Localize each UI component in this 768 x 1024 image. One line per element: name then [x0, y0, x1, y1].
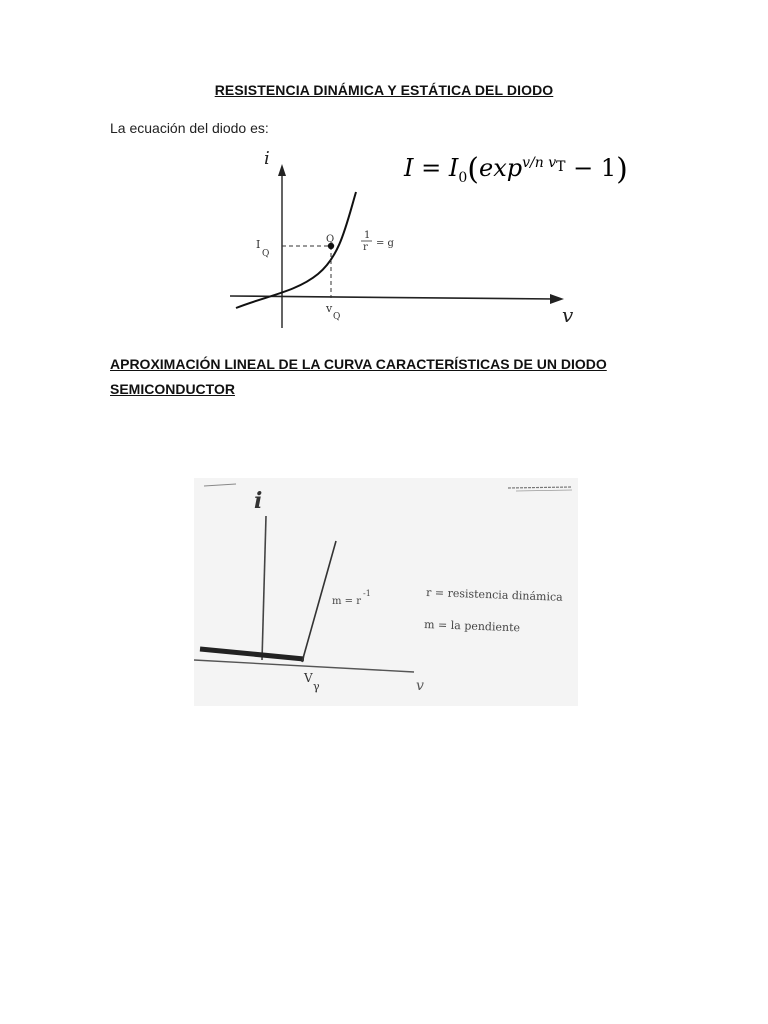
x-axis-label: v	[416, 678, 424, 694]
vy-sub: γ	[313, 680, 320, 693]
eq-coef: I	[448, 154, 459, 182]
section-title: APROXIMACIÓN LINEAL DE LA CURVA CARACTERÍSTICAS DE UN DIODO SEMICONDUCTOR	[110, 356, 607, 397]
slope-equals-g: = g	[376, 238, 394, 249]
eq-exponent-sub: T	[556, 158, 566, 175]
vy-label: V	[304, 671, 313, 685]
eq-func: exp	[479, 154, 523, 182]
intro-text: La ecuación del diodo es:	[110, 120, 269, 136]
eq-minus-one: − 1	[573, 154, 617, 182]
vq-label: v	[326, 302, 333, 315]
diode-equation	[404, 152, 628, 187]
eq-lhs: I	[404, 154, 414, 182]
eq-close-paren: )	[616, 152, 628, 187]
vq-sub: Q	[333, 312, 341, 322]
x-axis	[230, 296, 556, 299]
q-label: Q	[326, 234, 335, 245]
y-axis-label: i	[264, 148, 270, 169]
x-axis-label: v	[562, 303, 574, 327]
y-axis-arrow	[278, 164, 286, 176]
y-axis-label: i	[254, 488, 263, 514]
slope-denominator: r	[363, 242, 368, 253]
slope-label: m = r	[332, 596, 361, 607]
page-title: RESISTENCIA DINÁMICA Y ESTÁTICA DEL DIODO	[214, 82, 554, 98]
eq-coef-sub: 0	[458, 169, 468, 186]
legend-m: m = la pendiente	[423, 618, 521, 635]
linear-approximation-figure	[194, 478, 578, 706]
eq-open-paren: (	[467, 152, 479, 187]
eq-equals: =	[421, 154, 442, 182]
legend-r: r = resistencia dinámica	[425, 586, 563, 604]
slope-sup: -1	[363, 589, 371, 598]
iq-sub: Q	[262, 249, 270, 259]
iq-label: I	[256, 238, 261, 251]
eq-exponent: v/n v	[522, 155, 557, 171]
diode-curve	[236, 192, 356, 308]
slope-numerator: 1	[364, 230, 371, 241]
